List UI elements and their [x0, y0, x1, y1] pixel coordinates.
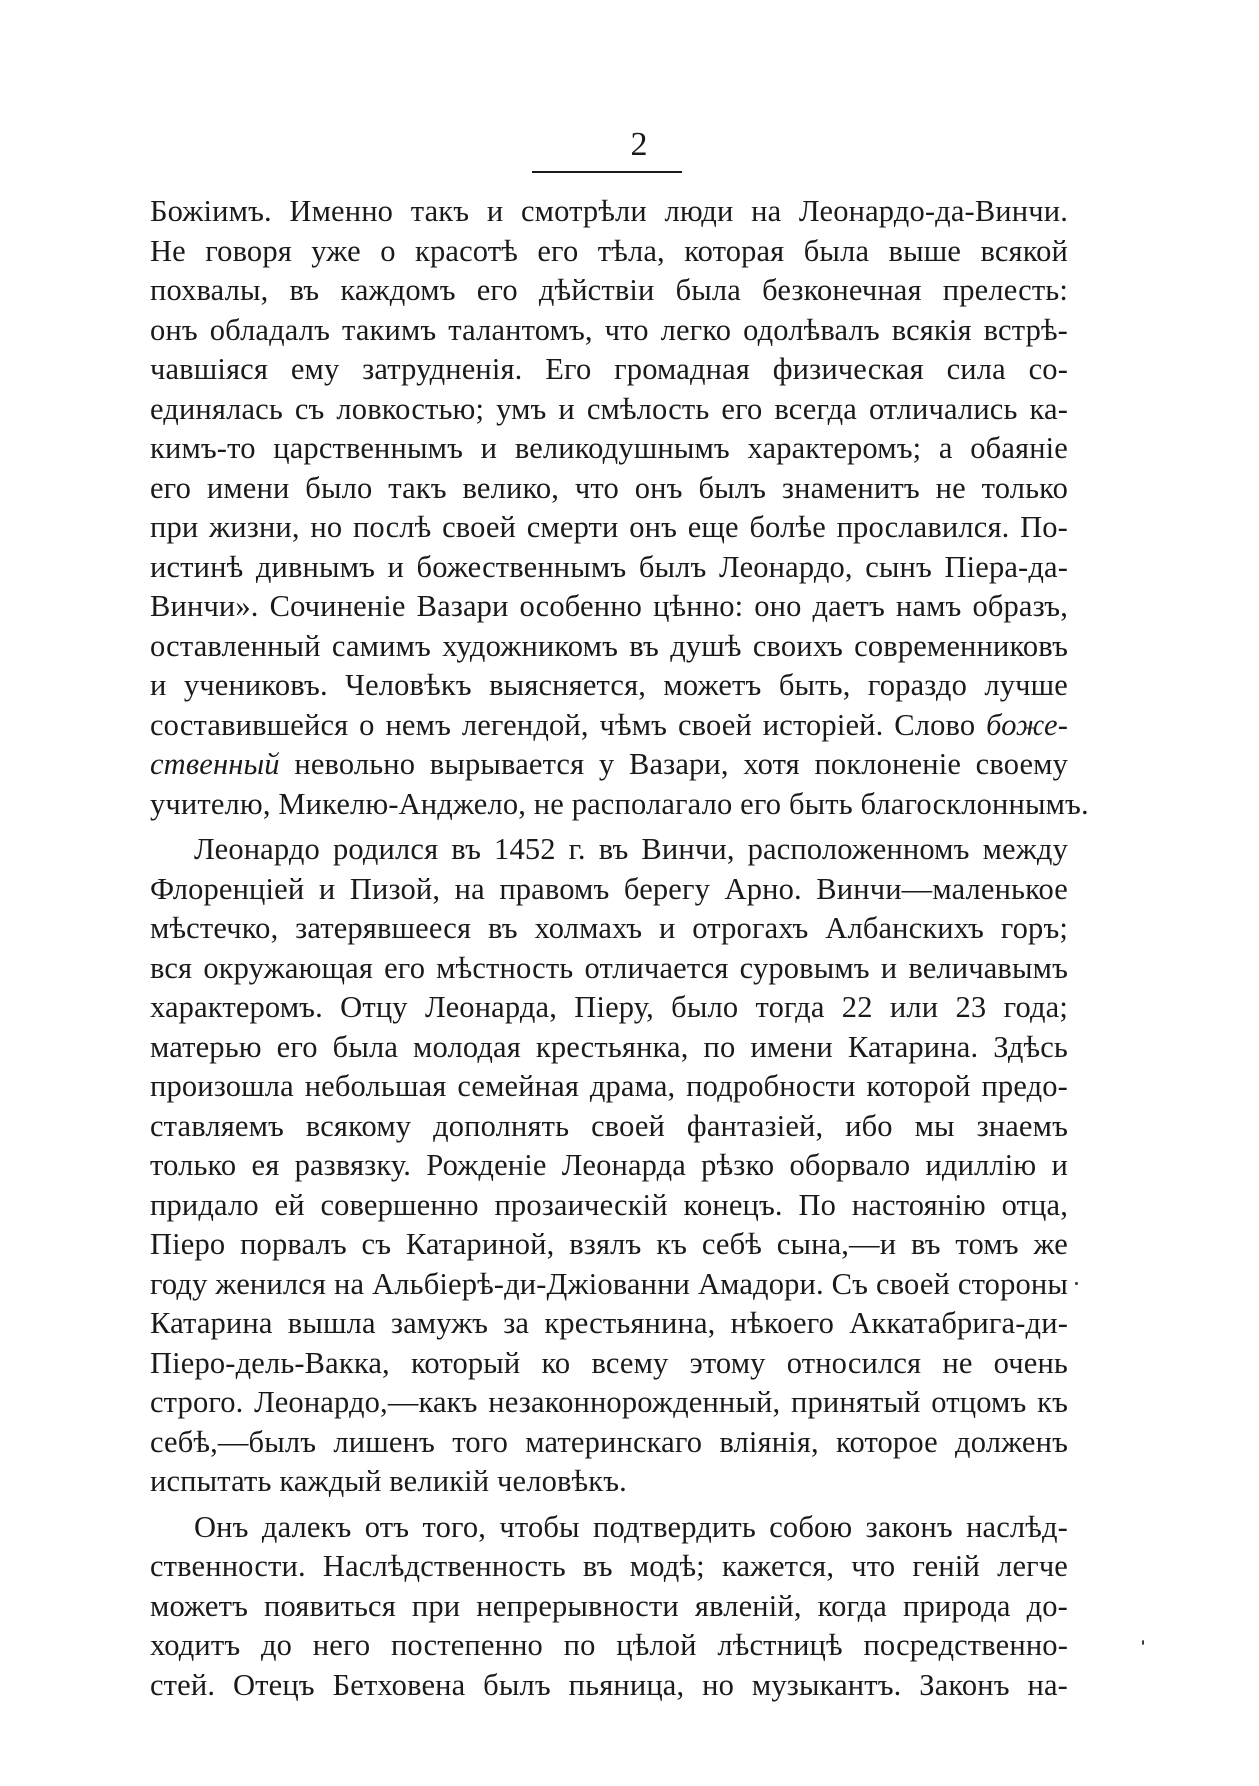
text-line: и учениковъ. Человѣкъ выясняется, можетъ быть, гораздо лучше [150, 668, 1068, 702]
text-line: кимъ-то царственнымъ и великодушнымъ характеромъ; а обаяніе [150, 431, 1068, 465]
paragraph-2 [150, 830, 1068, 1502]
text-line: Флоренціей и Пизой, на правомъ берегу Арно. Винчи—маленькое [150, 871, 1068, 906]
text-line [150, 706, 1068, 746]
text-line: Леонардо родился въ 1452 г. въ Винчи, расположенномъ между [194, 832, 1068, 866]
book-page [150, 125, 1089, 1705]
text-line: похвалы, въ каждомъ его дѣйствіи была безконечная прелесть: [150, 273, 1068, 307]
text-line: Піеро-дель-Вакка, который ко всему этому относился не очень [150, 1345, 1068, 1380]
text-segment: невольно вырывается у Вазари, хотя поклоненіе своему [279, 747, 1068, 781]
text-segment: составившейся о немъ легендой, чѣмъ своей исторіей. Слово [150, 707, 987, 742]
paragraph-1 [150, 192, 1089, 824]
text-line: Катарина вышла замужъ за крестьянина, нѣкоего Аккатабрига-ди- [150, 1306, 1068, 1340]
text-line: ходитъ до него постепенно по цѣлой лѣстницѣ посредственно- [150, 1628, 1068, 1662]
text-line: чавшіяся ему затрудненія. Его громадная физическая сила со- [150, 352, 1068, 386]
text-line: ственности. Наслѣдственность въ модѣ; кажется, что геній легче [150, 1549, 1068, 1583]
italic-word: боже- [986, 707, 1068, 742]
text-line: учителю, Микелю-Анджело, не располагало его быть благосклоннымъ. [150, 786, 1089, 821]
text-line: строго. Леонардо,—какъ незаконнорожденный, принятый отцомъ къ [150, 1385, 1068, 1419]
text-line [150, 745, 1068, 785]
text-line: единялась съ ловкостью; умъ и смѣлость его всегда отличались ка- [150, 391, 1068, 426]
text-line: Піеро порвалъ съ Катариной, взялъ къ себѣ сына,—и въ томъ же [150, 1227, 1068, 1261]
text-line: Божіимъ. Именно такъ и смотрѣли люди на Леонардо-да-Винчи. [150, 194, 1068, 228]
text-line: Онъ далекъ отъ того, чтобы подтвердить собою законъ наслѣд- [194, 1509, 1068, 1544]
text-line: при жизни, но послѣ своей смерти онъ еще болѣе прославился. По- [150, 510, 1068, 544]
text-line: Винчи». Сочиненіе Вазари особенно цѣнно: оно даетъ намъ образъ, [150, 589, 1068, 623]
text-line: онъ обладалъ такимъ талантомъ, что легко одолѣвалъ всякія встрѣ- [150, 312, 1068, 347]
text-line: себѣ,—былъ лишенъ того материнскаго вліянія, которое долженъ [150, 1424, 1068, 1459]
text-line: произошла небольшая семейная драма, подробности которой предо- [150, 1069, 1068, 1103]
text-line: истинѣ дивнымъ и божественнымъ былъ Леонардо, сынъ Піера-да- [150, 549, 1068, 584]
text-line: придало ей совершенно прозаическій конецъ. По настоянію отца, [150, 1187, 1068, 1222]
text-line: ставляемъ всякому дополнять своей фантазіей, ибо мы знаемъ [150, 1108, 1068, 1143]
text-line: году женился на Альбіерѣ-ди-Джіованни Амадори. Съ своей стороны [150, 1266, 1068, 1301]
scan-speck [1075, 1282, 1078, 1285]
text-line: стей. Отецъ Бетховена былъ пьяница, но музыкантъ. Законъ на- [150, 1667, 1068, 1702]
text-line: только ея развязку. Рожденіе Леонарда рѣзко оборвало идиллію и [150, 1148, 1068, 1182]
text-line: матерью его была молодая крестьянка, по имени Катарина. Здѣсь [150, 1029, 1068, 1064]
italic-word: ственный [150, 747, 280, 781]
text-line: характеромъ. Отцу Леонарда, Піеру, было тогда 22 или 23 года; [150, 990, 1068, 1024]
text-line: мѣстечко, затерявшееся въ холмахъ и отрогахъ Албанскихъ горъ; [150, 911, 1068, 945]
body-text [150, 192, 1089, 1705]
text-line: вся окружающая его мѣстность отличается суровымъ и величавымъ [150, 950, 1068, 985]
text-line: его имени было такъ велико, что онъ былъ знаменитъ не только [150, 470, 1068, 505]
page-number: 2 [630, 126, 648, 163]
page-number-rule [532, 171, 682, 173]
scan-speck [1142, 1640, 1144, 1645]
text-line: оставленный самимъ художникомъ въ душѣ своихъ современниковъ [150, 628, 1068, 663]
text-line: Не говоря уже о красотѣ его тѣла, которая была выше всякой [150, 233, 1068, 268]
text-line: испытать каждый великій человѣкъ. [150, 1464, 627, 1498]
paragraph-3 [150, 1508, 1068, 1706]
text-line: можетъ появиться при непрерывности явленій, когда природа до- [150, 1588, 1068, 1623]
